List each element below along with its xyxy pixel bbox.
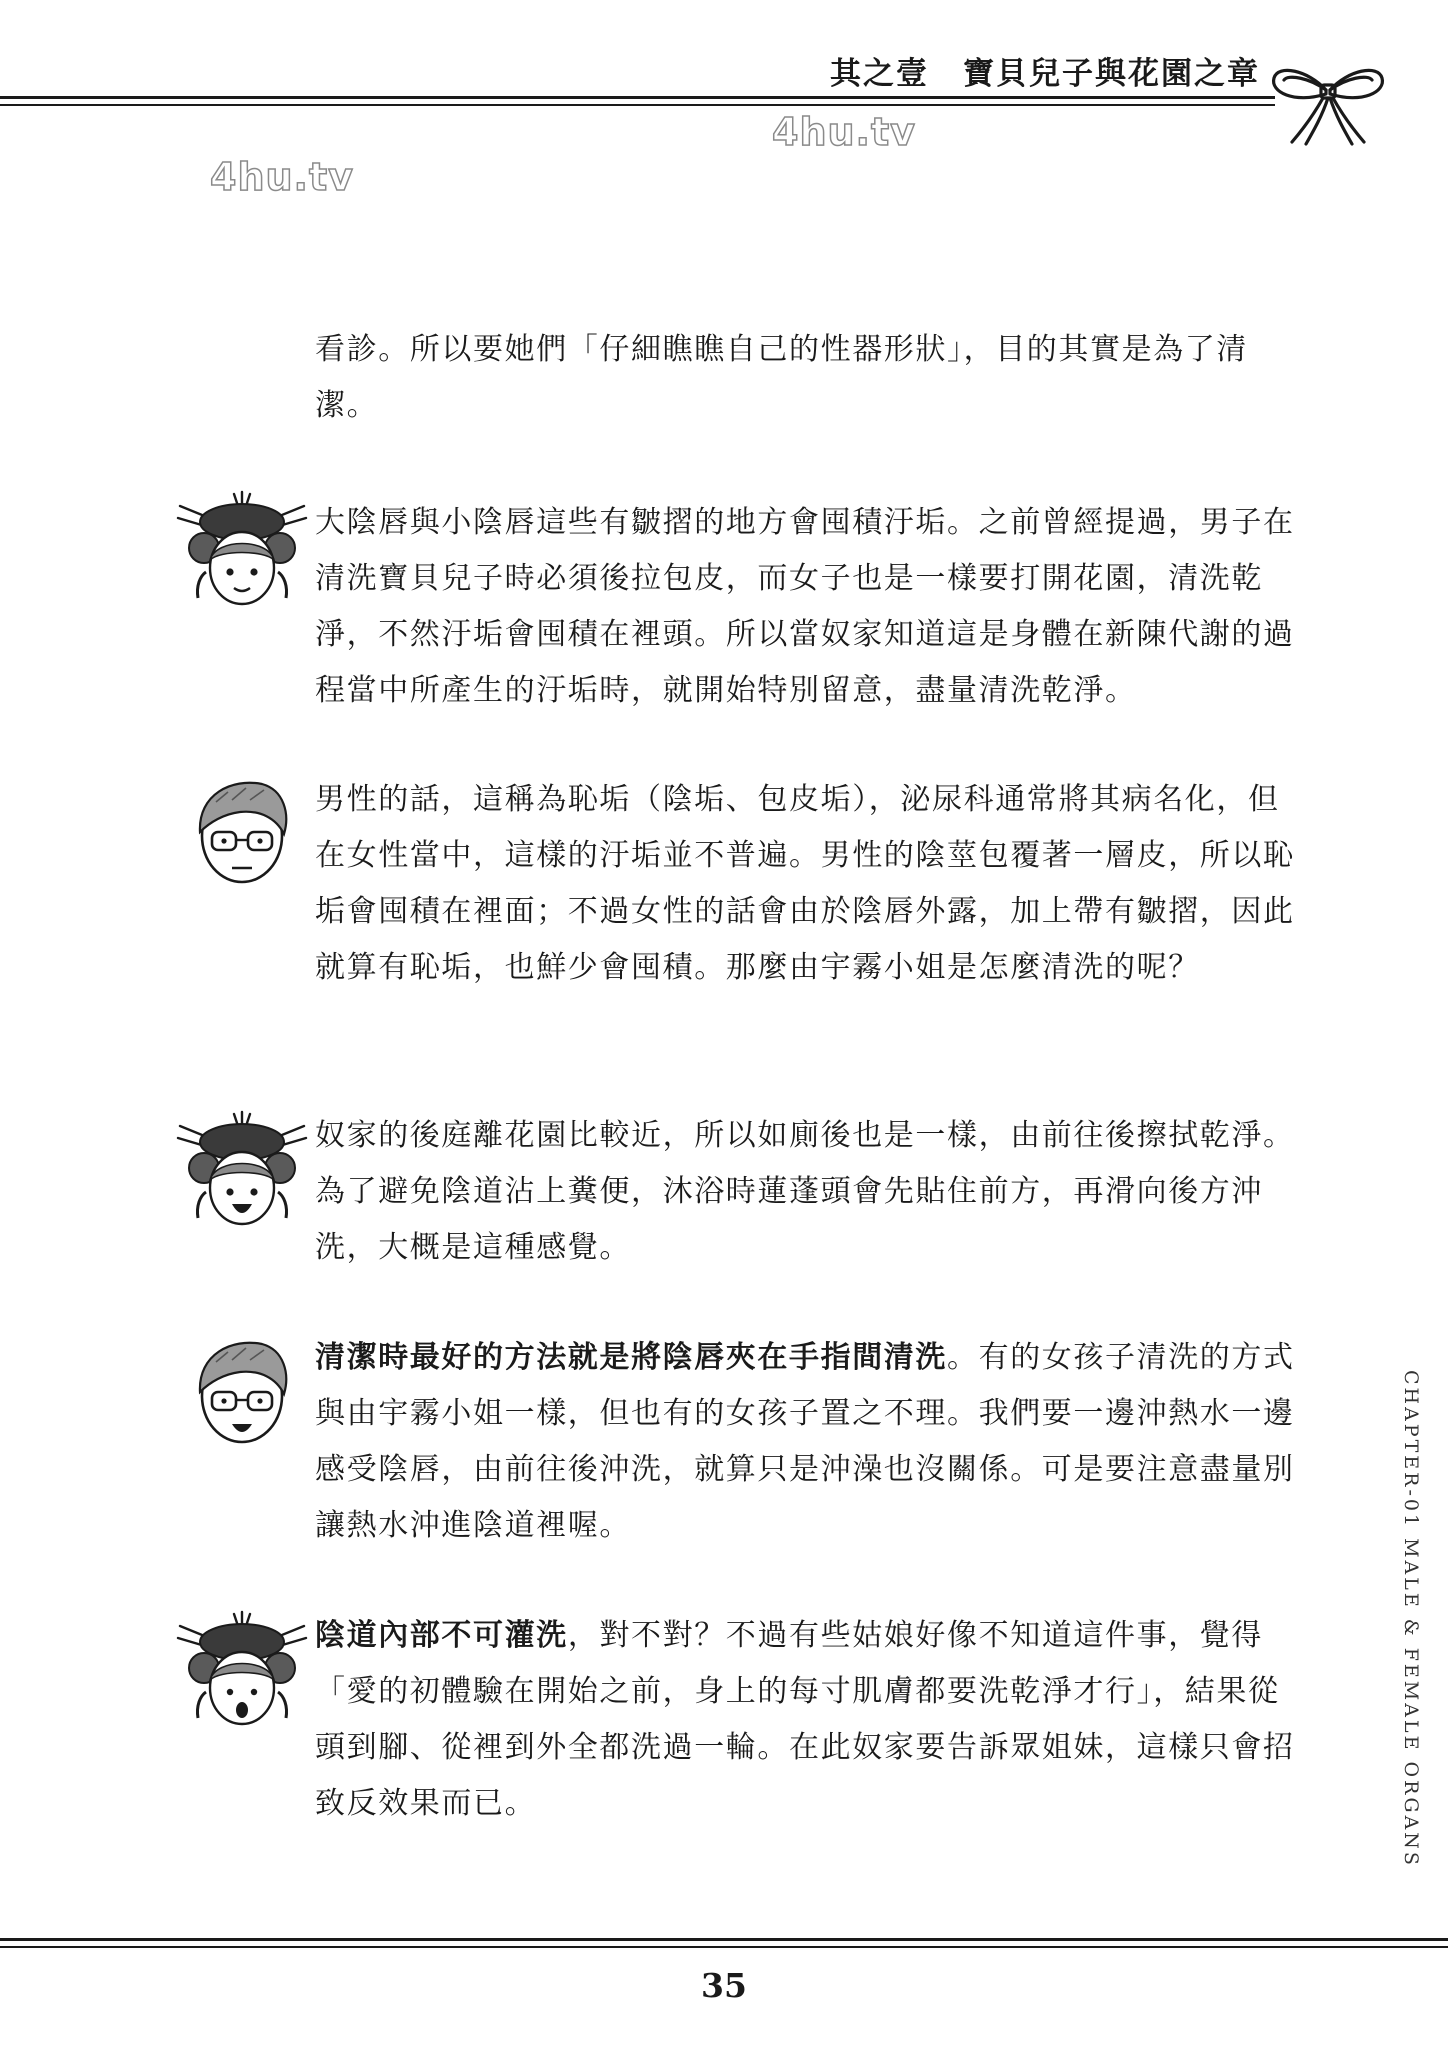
chapter-header: [640, 48, 1260, 93]
header-rule-bottom: [0, 104, 1275, 106]
geisha-avatar-icon: [176, 1608, 308, 1736]
paragraph-5-text: 。有的女孩子清洗的方式與由宇霧小姐一樣，但也有的女孩子置之不理。我們要一邊沖熱水一邊感受陰唇，由前往後沖洗，就算只是沖澡也沒關係。可是要注意盡量別讓熱水沖進陰道裡喔。: [315, 1340, 1295, 1543]
geisha-avatar-icon: [176, 488, 308, 616]
paragraph-1: 看診。所以要她們「仔細瞧瞧自己的性器形狀」，目的其實是為了清潔。: [315, 332, 1248, 423]
page-number: 35: [701, 1966, 747, 2005]
ribbon-bow-icon: [1268, 56, 1388, 146]
paragraph-2: 大陰唇與小陰唇這些有皺摺的地方會囤積汙垢。之前曾經提過，男子在清洗寶貝兒子時必須後拉包皮，而女子也是一樣要打開花園，清洗乾淨，不然汙垢會囤積在裡頭。所以當奴家知道這是身體在新陳代謝的過程當中所產生的汙垢時，就開始特別留意，盡量清洗乾淨。: [315, 505, 1295, 708]
footer-rule-bottom: [0, 1946, 1448, 1948]
paragraph-5-emphasis: 清潔時最好的方法就是將陰唇夾在手指間清洗: [315, 1340, 947, 1375]
paragraph-4: 奴家的後庭離花園比較近，所以如廁後也是一樣，由前往後擦拭乾淨。為了避免陰道沾上糞便，沐浴時蓮蓬頭會先貼住前方，再滑向後方沖洗，大概是這種感覺。: [315, 1118, 1295, 1265]
chapter-label: 其之壹: [830, 56, 929, 92]
watermark-text: 4hu.tv: [772, 110, 916, 154]
chapter-side-label: CHAPTER-01 MALE & FEMALE ORGANS: [1400, 1370, 1422, 1868]
paragraph-3: 男性的話，這稱為恥垢（陰垢、包皮垢），泌尿科通常將其病名化，但在女性當中，這樣的汙垢並不普遍。男性的陰莖包覆著一層皮，所以恥垢會囤積在裡面；不過女性的話會由於陰唇外露，加上帶有皺摺，因此就算有恥垢，也鮮少會囤積。那麼由宇霧小姐是怎麼清洗的呢？: [315, 782, 1295, 985]
paragraph-5: [315, 1330, 1305, 1554]
chapter-title: 寶貝兒子與花園之章: [963, 56, 1260, 92]
footer-rule-top: [0, 1938, 1448, 1941]
paragraph-6-emphasis: 陰道內部不可灌洗: [315, 1618, 568, 1653]
geisha-avatar-icon: [176, 1108, 308, 1236]
paragraph-6: [315, 1608, 1305, 1832]
header-rule-top: [0, 96, 1275, 99]
paragraph-6-text: ，對不對？不過有些姑娘好像不知道這件事，覺得「愛的初體驗在開始之前，身上的每寸肌膚都要洗乾淨才行」，結果從頭到腳、從裡到外全都洗過一輪。在此奴家要告訴眾姐妹，這樣只會招致反效果而已。: [315, 1618, 1295, 1821]
doctor-avatar-icon: [176, 1330, 308, 1458]
watermark-text: 4hu.tv: [210, 155, 354, 199]
doctor-avatar-icon: [176, 770, 308, 898]
